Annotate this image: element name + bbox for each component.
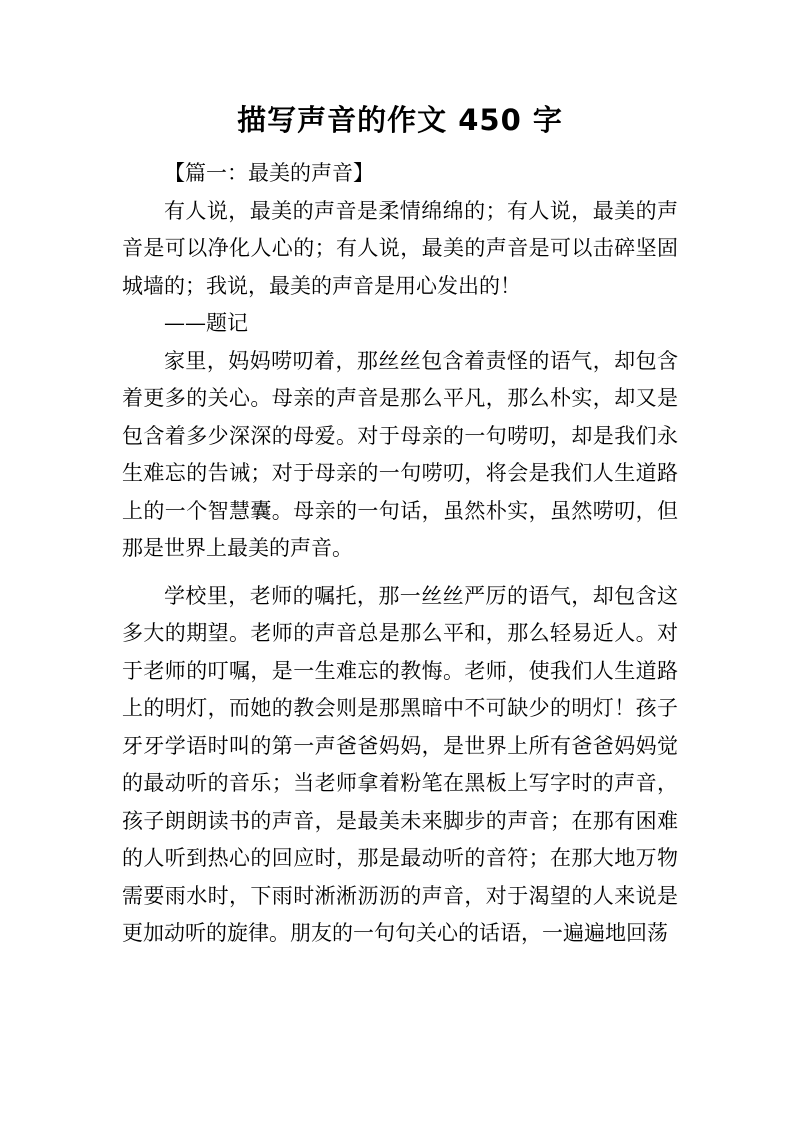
paragraph-epigraph-attribution: ——题记 <box>164 311 248 335</box>
section-heading: 【篇一：最美的声音】 <box>164 161 374 185</box>
paragraph-teacher: 学校里，老师的嘱托，那一丝丝严厉的语气，却包含这多大的期望。老师的声音总是那么平和，那么轻易近人。对于老师的叮嘱，是一生难忘的教悔。老师，使我们人生道路上的明灯，而她的教会则是那黑暗中不可缺少的明灯！孩子牙牙学语时叫的第一声爸爸妈妈，是世界上所有爸爸妈妈觉的最动听的音乐；当老师拿着粉笔在黑板上写字时的声音，孩子朗朗读书的声音，是最美未来脚步的声音；在那有困难的人听到热心的回应时，那是最动听的音符；在那大地万物需要雨水时，下雨时淅淅沥沥的声音，对于渴望的人来说是更加动听的旋律。朋友的一句句关心的话语，一遍遍地回荡 <box>122 583 678 945</box>
document-body <box>122 155 678 953</box>
paragraph-intro: 有人说，最美的声音是柔情绵绵的；有人说，最美的声音是可以净化人心的；有人说，最美的声音是可以击碎坚固城墙的；我说，最美的声音是用心发出的！ <box>122 198 678 298</box>
document-title: 描写声音的作文 450 字 <box>237 103 563 137</box>
paragraph-mother: 家里，妈妈唠叨着，那丝丝包含着责怪的语气，却包含着更多的关心。母亲的声音是那么平凡，那么朴实，却又是包含着多少深深的母爱。对于母亲的一句唠叨，却是我们永生难忘的告诫；对于母亲的一句唠叨，将会是我们人生道路上的一个智慧囊。母亲的一句话，虽然朴实，虽然唠叨，但那是世界上最美的声音。 <box>122 348 678 560</box>
